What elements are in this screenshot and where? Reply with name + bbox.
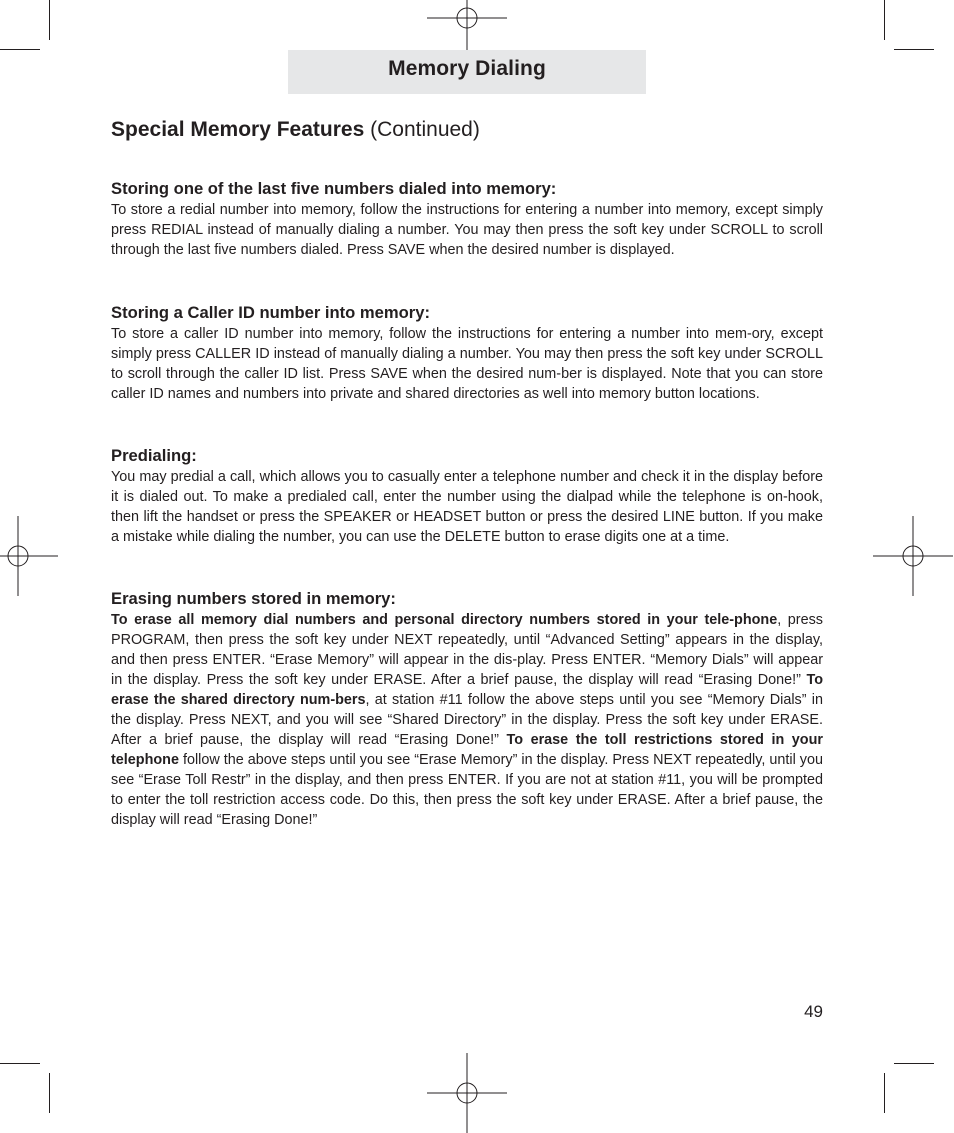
subsection-body: To store a redial number into memory, follow the instructions for entering a number into memory, except simply press REDIAL instead of manually dialing a number. You may then press the soft key under SCROLL to scroll through the last five numbers dialed. Press SAVE when the desired number is displayed.: [111, 202, 823, 258]
emphasis-text: To erase the toll restrictions stored in your telephone: [111, 732, 823, 768]
section-predialing: [111, 445, 823, 547]
crop-mark: [0, 49, 40, 50]
crop-mark: [894, 1063, 934, 1064]
page-number: 49: [804, 1002, 823, 1021]
subsection-title: Erasing numbers stored in memory:: [111, 589, 396, 608]
subsection-title: Storing a Caller ID number into memory:: [111, 303, 431, 322]
emphasis-text: To erase all memory dial numbers and personal directory numbers stored in your tele-phone: [111, 612, 778, 628]
crop-mark: [49, 1073, 50, 1113]
section-erasing-numbers: [111, 588, 823, 830]
section-caller-id: [111, 302, 823, 404]
body-text: , at station #11 follow the above steps until you see “Memory Dials” in the display. Press NEXT, and you will see “Shared Directory” in the display. Press the soft key under ERASE. After a brief pause, the display will read “Erasing Done!”: [111, 692, 823, 748]
section-last-five-numbers: [111, 178, 823, 260]
emphasis-text: To erase the shared directory num-bers: [111, 672, 823, 708]
header-banner: [288, 50, 646, 94]
crop-mark: [49, 0, 50, 40]
subsection-body: You may predial a call, which allows you to casually enter a telephone number and check it in the display before it is dialed out. To make a predialed call, enter the number using the dialpad while the telephone is on-hook, then lift the handset or press the SPEAKER or HEADSET button or press the desired LINE button. If you make a mistake while dialing the number, you can use the DELETE button to erase digits one at a time.: [111, 469, 823, 545]
registration-mark-icon: [427, 1053, 507, 1133]
section-heading: [111, 118, 480, 142]
crop-mark: [894, 49, 934, 50]
registration-mark-icon: [873, 516, 953, 596]
crop-mark: [884, 1073, 885, 1113]
section-heading-suffix: (Continued): [370, 118, 480, 141]
crop-mark: [884, 0, 885, 40]
registration-mark-icon: [0, 516, 58, 596]
section-heading-main: Special Memory Features: [111, 118, 365, 141]
crop-mark: [0, 1063, 40, 1064]
page-title: Memory Dialing: [388, 57, 546, 80]
subsection-title: Storing one of the last five numbers dialed into memory:: [111, 179, 557, 198]
body-text: follow the above steps until you see “Erase Memory” in the display. Press NEXT repeatedly, until you see “Erase Toll Restr” in the display, and then press ENTER. If you are not at station #11, you will be prompted to enter the toll restriction access code. Do this, then press the soft key under ERASE. After a brief pause, the display will read “Erasing Done!”: [111, 752, 823, 828]
subsection-title: Predialing:: [111, 446, 197, 465]
subsection-body: [111, 610, 823, 830]
subsection-body: To store a caller ID number into memory, follow the instructions for entering a number into mem-ory, except simply press CALLER ID instead of manually dialing a number. You may then press the soft key under SCROLL to scroll through the caller ID list. Press SAVE when the desired num-ber is displayed. Note that you can store caller ID names and numbers into private and shared directories as well into memory button locations.: [111, 326, 823, 402]
body-text: , press PROGRAM, then press the soft key under NEXT repeatedly, until “Advanced Setting” appears in the display, and then press ENTER. “Erase Memory” will appear in the dis-play. Press ENTER. “Memory Dials” will appear in the display. Press the soft key under ERASE. After a brief pause, the display will read “Erasing Done!”: [111, 612, 823, 688]
